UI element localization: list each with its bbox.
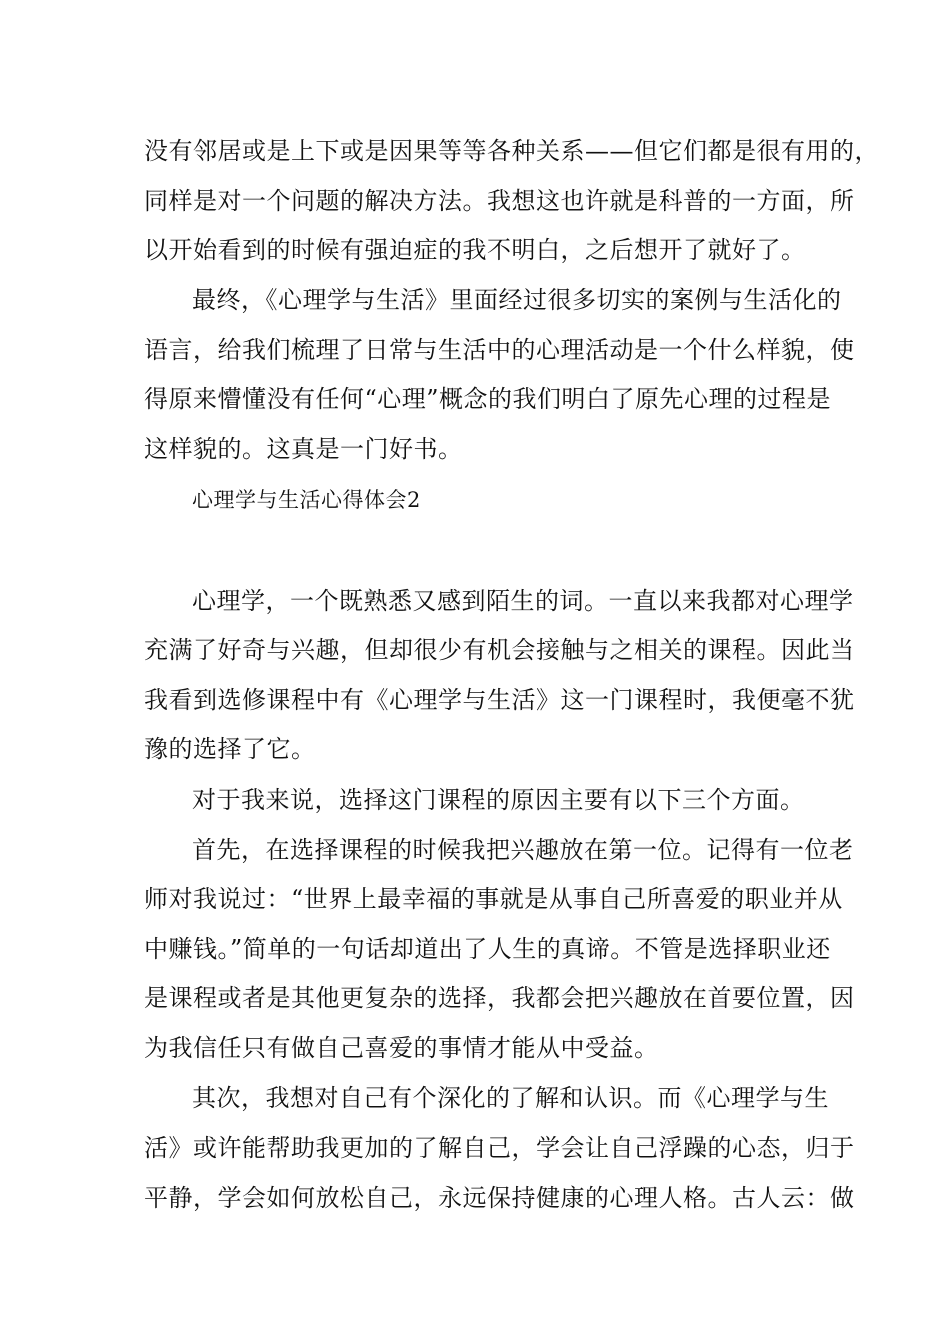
paragraph-line: 活》或许能帮助我更加的了解自己，学会让自己浮躁的心态，归于 [144, 1134, 855, 1162]
paragraph-line: 以开始看到的时候有强迫症的我不明白，之后想开了就好了。 [144, 236, 806, 264]
paragraph-line: 中赚钱。”简单的一句话却道出了人生的真谛。不管是选择职业还 [144, 935, 831, 963]
paragraph-line: 为我信任只有做自己喜爱的事情才能从中受益。 [144, 1034, 659, 1062]
paragraph-line: 最终，《心理学与生活》里面经过很多切实的案例与生活化的 [192, 286, 842, 314]
paragraph-line: 其次，我想对自己有个深化的了解和认识。而《心理学与生 [192, 1084, 829, 1112]
paragraph-line: 心理学，一个既熟悉又感到陌生的词。一直以来我都对心理学 [192, 587, 854, 615]
paragraph-line: 是课程或者是其他更复杂的选择，我都会把兴趣放在首要位置，因 [144, 984, 855, 1012]
paragraph-line: 对于我来说，选择这门课程的原因主要有以下三个方面。 [192, 786, 805, 814]
paragraph-line: 充满了好奇与兴趣，但却很少有机会接触与之相关的课程。因此当 [144, 636, 855, 664]
paragraph-line: 没有邻居或是上下或是因果等等各种关系——但它们都是很有用的， [144, 137, 879, 165]
paragraph-line: 语言，给我们梳理了日常与生活中的心理活动是一个什么样貌，使 [144, 336, 855, 364]
paragraph-line: 师对我说过：“世界上最幸福的事就是从事自己所喜爱的职业并从 [144, 885, 843, 913]
paragraph-line: 同样是对一个问题的解决方法。我想这也许就是科普的一方面，所 [144, 187, 855, 215]
paragraph-line: 平静，学会如何放松自己，永远保持健康的心理人格。古人云：做 [144, 1184, 855, 1212]
paragraph-line: 首先，在选择课程的时候我把兴趣放在第一位。记得有一位老 [192, 836, 854, 864]
paragraph-line: 这样貌的。这真是一门好书。 [144, 435, 463, 463]
paragraph-line: 得原来懵懂没有任何“心理”概念的我们明白了原先心理的过程是 [144, 385, 832, 413]
section-heading: 心理学与生活心得体会2 [192, 488, 421, 512]
paragraph-line: 豫的选择了它。 [144, 735, 316, 763]
paragraph-line: 我看到选修课程中有《心理学与生活》这一门课程时，我便毫不犹 [144, 686, 855, 714]
